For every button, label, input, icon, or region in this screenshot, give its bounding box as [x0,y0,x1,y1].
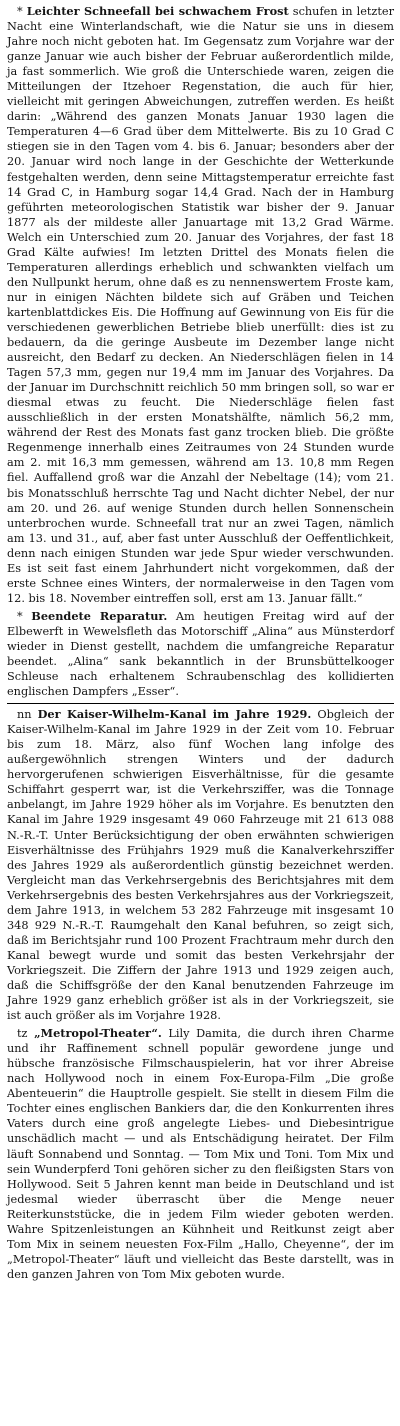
column-divider [7,703,394,704]
article-headline: Beendete Reparatur. [31,608,168,623]
article-kiel-canal [7,707,394,1023]
article-marker: * [17,5,23,18]
article-headline: Leichter Schneefall bei schwachem Frost [26,4,289,18]
article-marker: tz [17,1027,28,1041]
article-metropol-theater [7,1026,394,1282]
article-body: Obgleich der Kaiser-Wilhelm-Kanal im Jahre 1929 in der Zeit vom 10. Februar bis zum 18. März, also fünf Wochen lang infolge des außergewöhnlich strengen Winters und der dadurch hervorgerufenen schwierigen Eisverhältnisse, für die gesamte Schiffahrt gesperrt war, ist die Verkehrsziffer, was die Tonnage anbelangt, im Jahre 1929 höher als im Vorjahre. Es benutzten den Kanal im Jahre 1929 insgesamt 49 060 Fahrzeuge mit 21 613 088 N.-R.-T. Unter Berücksichtigung der oben erwähnten schwierigen Eisverhältnisse des Frühjahrs 1929 muß die Kanalverkehrsziffer des Jahres 1929 als außerordentlich günstig bezeichnet werden. Vergleicht man das Verkehrsergebnis des Berichtsjahres mit dem Verkehrsergebnis des besten Verkehrsjahres aus der Vorkriegszeit, dem Jahre 1913, in welchem 53 282 Fahrzeuge mit insgesamt 10 348 929 N.-R.-T. Raumgehalt den Kanal befuhren, so zeigt sich, daß im Berichtsjahr rund 100 Prozent Frachtraum mehr durch den Kanal bewegt wurde und somit das besten Verkehrsjahr der Vorkriegszeit. Die Ziffern der Jahre 1913 und 1929 zeigen auch, daß die Schiffsgröße der den Kanal benutzenden Fahrzeuge im Jahre 1929 ganz erheblich größer ist als in der Vorkriegszeit, sie ist auch größer als im Vorjahre 1928. [7,708,394,1023]
article-body: Lily Damita, die durch ihren Charme und ihr Raffinement schnell populär gewordene junge und hübsche französische Filmschauspielerin, hat vor ihrer Abreise nach Hollywood noch in einem Fox-Europa-Film „Die große Abenteuerin“ die Hauptrolle gespielt. Sie stellt in diesem Film die Tochter eines englischen Bankiers dar, die den Konkurrenten ihres Vaters durch eine groß angelegte Liebes- und Diebesintrigue unschädlich macht — und als Entschädigung heiratet. Der Film läuft Sonnabend und Sonntag. — Tom Mix und Toni. Tom Mix und sein Wunderpferd Toni gehören sicher zu den fleißigsten Stars von Hollywood. Seit 5 Jahren kennt man beide in Deutschland und ist jedesmal wieder überrascht über die Menge neuer Reiterkunststücke, die in jedem Film wieder geboten werden. Wahre Spitzenleistungen an Kühnheit und Reitkunst zeigt aber Tom Mix in seinem neuesten Fox-Film „Hallo, Cheyenne“, der im „Metropol-Theater“ läuft und vielleicht das Beste darstellt, was in den ganzen Jahren von Tom Mix geboten wurde. [7,1027,395,1281]
article-headline: „Metropol-Theater“. [34,1026,162,1041]
article-body: Am heutigen Freitag wird auf der Elbewerft in Wewelsfleth das Motorschiff „Alina“ aus Münsterdorf wieder in Dienst gestellt, nachdem die umfangreiche Reparatur beendet. „Alina“ sank bekanntlich in der Brunsbüttelkooger Schleuse nach erhaltenem Schraubenschlag des kollidierten englischen Dampfers „Esser“. [7,609,394,699]
article-marker: * [17,609,23,623]
article-body: schufen in letzter Nacht eine Winterlandschaft, wie die Natur sie uns in diesem Jahre noch nicht geboten hat. Im Gegensatz zum Vorjahre war der ganze Januar wie auch bisher der Februar außerordentlich milde, ja fast sommerlich. Wie groß die Unterschiede waren, zeigen die Mitteilungen der Itzehoer Regenstation, die auch für hier, vielleicht mit geringen Abweichungen, zutreffen werden. Es heißt darin: „Während des ganzen Monats Januar 1930 lagen die Temperaturen 4—6 Grad über dem Mittelwerte. Bis zu 10 Grad C stiegen sie in den Tagen vom 4. bis 6. Januar; besonders aber der 20. Januar wird noch lange in der Geschichte der Wetterkunde festgehalten werden, denn seine Mittagstemperatur erreichte fast 14 Grad C, in Hamburg sogar 14,4 Grad. Nach der in Hamburg geführten meteorologischen Statistik war bisher der 9. Januar 1877 als der mildeste aller Januartage mit 13,2 Grad Wärme. Welch ein Unterschied zum 20. Januar des Vorjahres, der fast 18 Grad Kälte aufwies! Im letzten Drittel des Monats fielen die Temperaturen allerdings erheblich und schwankten vielfach um den Nullpunkt herum, ohne daß es zu nennenswertem Froste kam, nur in einigen Nächten bildete sich auf Gräben und Teichen kartenblattdickes Eis. Die Hoffnung auf Gewinnung von Eis für die verschiedenen gewerblichen Betriebe blieb unerfüllt: dies ist zu bedauern, da die geringe Ausbeute im Dezember lange nicht ausreicht, den Bedarf zu decken. An Niederschlägen fielen in 14 Tagen 57,3 mm, gegen nur 19,4 mm im Januar des Vorjahres. Da der Januar im Durchschnitt reichlich 50 mm bringen soll, so war er diesmal etwas zu feucht. Die Niederschläge fielen fast ausschließlich in der ersten Monatshälfte, nämlich 56,2 mm, während der Rest des Monats fast ganz trocken blieb. Die größte Regenmenge innerhalb eines Zeitraumes von 24 Stunden wurde am 2. mit 16,3 mm gemessen, während am 13. 10,8 mm Regen fiel. Auffallend groß war die Anzahl der Nebeltage (14); vom 21. bis Monatsschluß herrschte Tag und Nacht dichter Nebel, der nur am 20. und 26. auf wenige Stunden durch hellen Sonnenschein unterbrochen wurde. Schneefall trat nur an zwei Tagen, nämlich am 13. und 31., auf, aber fast unter Ausschluß der Oeffentlichkeit, denn nach einigen Stunden war jede Spur wieder verschwunden. Es ist seit fast einem Jahrhundert nicht vorgekommen, daß der erste Schnee eines Winters, der normalerweise in den Tagen vom 12. bis 18. November eintreffen soll, erst am 13. Januar fällt.“ [7,5,394,605]
article-headline: Der Kaiser-Wilhelm-Kanal im Jahre 1929. [37,707,312,722]
article-repair [7,609,394,699]
article-marker: nn [17,708,32,722]
article-snowfall [7,4,394,606]
